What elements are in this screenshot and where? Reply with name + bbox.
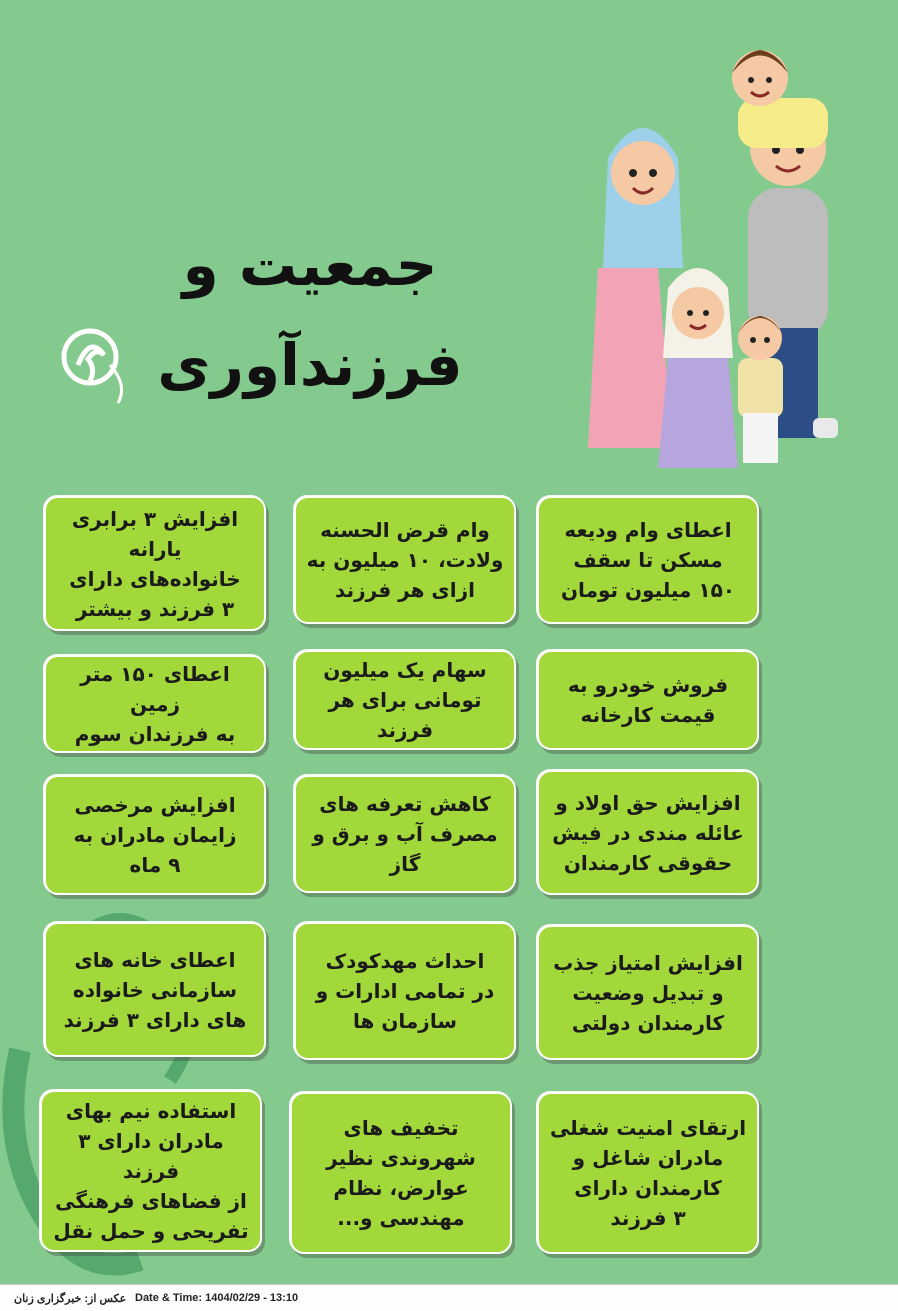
benefit-card-child-allowance: افزایش حق اولاد و عائله مندی در فیش حقوقی کارمندان — [537, 770, 759, 895]
benefit-card-org-housing: اعطای خانه های سازمانی خانواده های دارای ۳ فرزند — [44, 922, 266, 1057]
benefit-card-civic-discounts: تخفیف های شهروندی نظیر عوارض، نظام مهندسی و... — [290, 1092, 512, 1254]
benefit-card-job-security: ارتقای امنیت شغلی مادران شاغل و کارمندان دارای ۳ فرزند — [537, 1092, 759, 1254]
photo-credit: عکس از: خبرگزاری زنان — [14, 1293, 127, 1305]
benefit-card-subsidy: افزایش ۳ برابری یارانه خانواده‌های دارای ۳ فرزند و بیشتر — [44, 496, 266, 631]
footer-bar — [0, 1284, 898, 1311]
page-title: جمعیت و فرزندآوری — [157, 231, 463, 399]
organization-logo — [60, 325, 132, 405]
benefit-card-housing-loan: اعطای وام ودیعه مسکن تا سقف ۱۵۰ میلیون تومان — [537, 496, 759, 624]
family-illustration — [588, 38, 873, 478]
date-time: Date & Time: 1404/02/29 - 13:10 — [135, 1292, 299, 1304]
benefit-card-shares: سهام یک میلیون تومانی برای هر فرزند — [294, 650, 516, 750]
benefit-card-car-sale: فروش خودرو به قیمت کارخانه — [537, 650, 759, 750]
benefit-card-culture-transport: استفاده نیم بهای مادران دارای ۳ فرزند از فضاهای فرهنگی تفریحی و حمل نقل — [40, 1090, 262, 1252]
benefit-card-land: اعطای ۱۵۰ متر زمین به فرزندان سوم — [44, 655, 266, 753]
benefit-card-employment-score: افزایش امتیاز جذب و تبدیل وضعیت کارمندان دولتی — [537, 925, 759, 1060]
benefit-card-maternity-leave: افزایش مرخصی زایمان مادران به ۹ ماه — [44, 775, 266, 895]
benefit-card-birth-loan: وام قرض الحسنه ولادت، ۱۰ میلیون به ازای هر فرزند — [294, 496, 516, 624]
benefit-card-utility-tariff: کاهش تعرفه های مصرف آب و برق و گاز — [294, 775, 516, 893]
benefit-card-daycare: احداث مهدکودک در تمامی ادارات و سازمان ها — [294, 922, 516, 1060]
